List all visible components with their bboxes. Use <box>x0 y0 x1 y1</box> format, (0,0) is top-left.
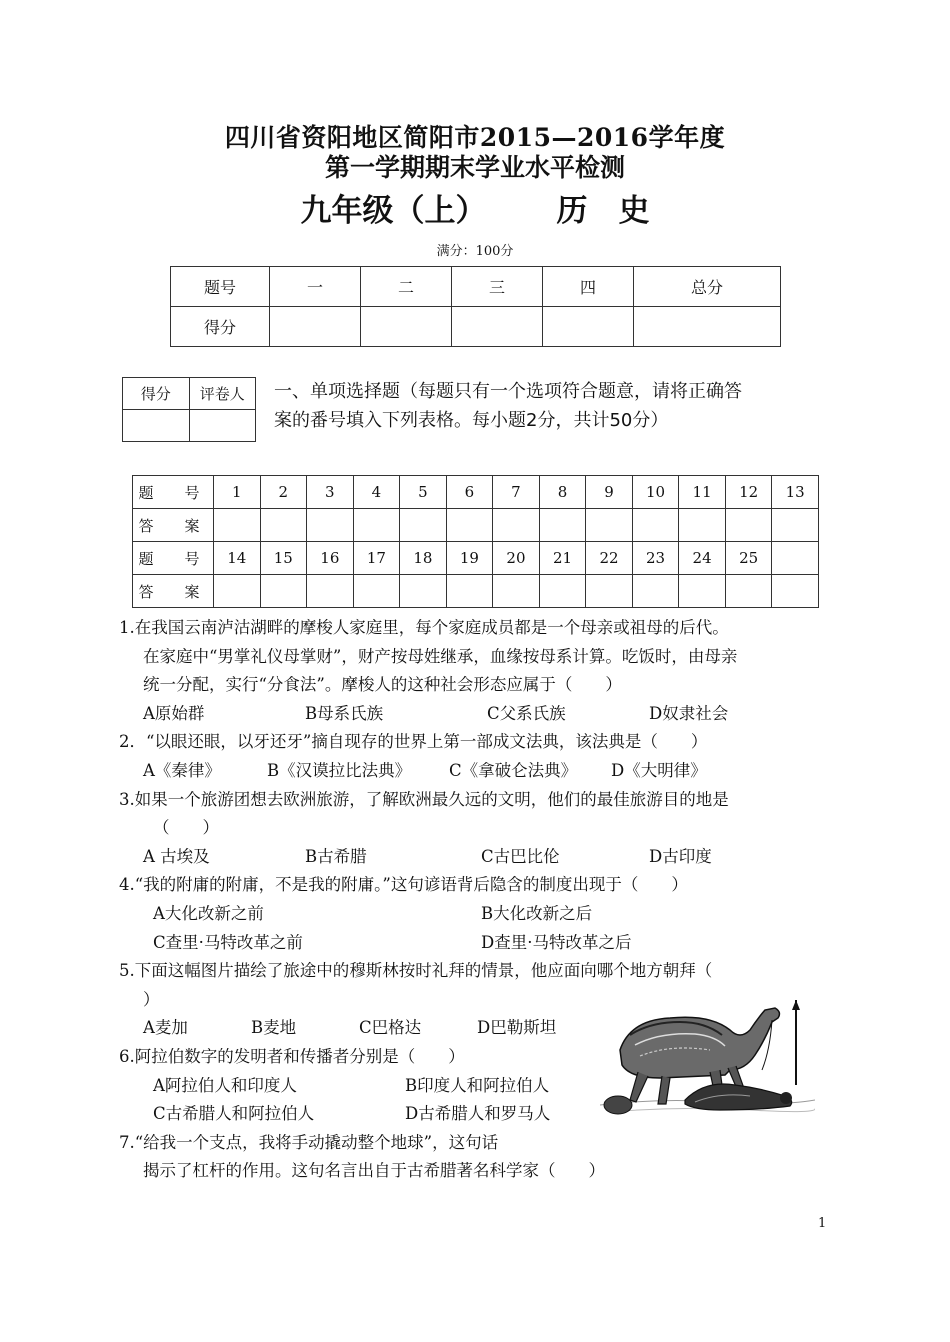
question-number: 4 <box>353 476 400 509</box>
q5-option[interactable]: C巴格达 <box>359 1018 422 1038</box>
q4-option[interactable]: A大化改新之前 <box>153 903 264 923</box>
answer-cell[interactable] <box>400 509 447 542</box>
q3-options <box>119 843 839 872</box>
answer-cell[interactable] <box>679 575 726 608</box>
answer-label: 答 案 <box>133 575 214 608</box>
answer-label: 答 案 <box>133 509 214 542</box>
answer-cell[interactable] <box>400 575 447 608</box>
answer-cell[interactable] <box>679 509 726 542</box>
question-number: 22 <box>586 542 633 575</box>
question-number: 23 <box>632 542 679 575</box>
section-heading-line2: 案的番号填入下列表格。每小题2分，共计50分） <box>274 409 669 431</box>
answer-cell[interactable] <box>307 575 354 608</box>
q1-option[interactable]: A原始群 <box>143 703 205 723</box>
question-number: 16 <box>307 542 354 575</box>
answer-cell[interactable] <box>493 575 540 608</box>
q1-line: 在家庭中“男掌礼仪母掌财”，财产按母姓继承，血缘按母系计算。吃饭时，由母亲 <box>143 646 738 666</box>
score-input-cell[interactable] <box>270 307 361 347</box>
answer-cell[interactable] <box>446 575 493 608</box>
score-input-cell[interactable] <box>361 307 452 347</box>
answer-cell[interactable] <box>353 575 400 608</box>
q6-option[interactable]: A阿拉伯人和印度人 <box>153 1075 297 1095</box>
q4-option[interactable]: C查里·马特改革之前 <box>153 932 303 952</box>
q6-option[interactable]: C古希腊人和阿拉伯人 <box>153 1104 315 1124</box>
question-number: 24 <box>679 542 726 575</box>
score-input-cell[interactable] <box>452 307 543 347</box>
q1-line: 1.在我国云南泸沽湖畔的摩梭人家庭里，每个家庭成员都是一个母亲或祖母的后代。 <box>119 618 729 637</box>
q5-option[interactable]: B麦地 <box>251 1018 297 1038</box>
q4-option[interactable]: B大化改新之后 <box>481 903 593 923</box>
q4-option[interactable]: D查里·马特改革之后 <box>481 932 632 952</box>
question-number-label: 题 号 <box>133 542 214 575</box>
answer-cell[interactable] <box>725 575 772 608</box>
grader-name-label: 评卷人 <box>189 378 256 410</box>
answer-cell[interactable] <box>260 575 307 608</box>
q4-options <box>119 929 839 958</box>
question-number: 25 <box>725 542 772 575</box>
answer-table <box>132 475 819 608</box>
question-number: 13 <box>772 476 819 509</box>
question-number: 21 <box>539 542 586 575</box>
page-number: 1 <box>818 1216 827 1231</box>
answer-cell[interactable] <box>307 509 354 542</box>
answer-number-row <box>133 542 819 575</box>
score-table-score-row <box>171 307 781 347</box>
question-number: 14 <box>214 542 261 575</box>
q5-option[interactable]: D巴勒斯坦 <box>477 1018 557 1038</box>
score-table <box>170 266 781 347</box>
question-number: 17 <box>353 542 400 575</box>
exam-title-line1: 四川省资阳地区简阳市2015—2016学年度 <box>224 123 726 152</box>
camel-prayer-illustration <box>600 1000 815 1125</box>
score-table-header-row <box>171 267 781 307</box>
q6-line: 6.阿拉伯数字的发明者和传播者分别是（ ） <box>119 1046 465 1066</box>
answer-cell[interactable] <box>632 575 679 608</box>
score-cell: 题号 <box>171 267 270 307</box>
score-cell: 二 <box>361 267 452 307</box>
score-input-cell[interactable] <box>543 307 634 347</box>
q2-options <box>119 757 839 786</box>
subject-label: 历 史 <box>556 193 650 229</box>
exam-title-line2: 第一学期期末学业水平检测 <box>324 153 625 182</box>
q4-options <box>119 900 839 929</box>
answer-input-row <box>133 575 819 608</box>
q5-line: ） <box>143 989 160 1009</box>
score-cell: 总分 <box>634 267 781 307</box>
question-number: 6 <box>446 476 493 509</box>
answer-cell[interactable] <box>353 509 400 542</box>
grader-score-cell[interactable] <box>123 410 190 442</box>
question-number-label: 题 号 <box>133 476 214 509</box>
q1-option[interactable]: B母系氏族 <box>305 703 384 723</box>
question-number: 1 <box>214 476 261 509</box>
q2-line: 2．“以眼还眼，以牙还牙”摘自现存的世界上第一部成文法典，该法典是（ ） <box>119 732 708 752</box>
answer-cell[interactable] <box>586 509 633 542</box>
question-number: 3 <box>307 476 354 509</box>
question-number: 18 <box>400 542 447 575</box>
answer-cell[interactable] <box>725 509 772 542</box>
question-number: 9 <box>586 476 633 509</box>
q2-option[interactable]: C《拿破仑法典》 <box>449 760 578 780</box>
question-number: 19 <box>446 542 493 575</box>
question-number: 11 <box>679 476 726 509</box>
q2-option[interactable]: A《秦律》 <box>143 760 221 780</box>
score-row-label: 得分 <box>171 307 270 347</box>
answer-cell[interactable] <box>632 509 679 542</box>
answer-cell[interactable] <box>539 509 586 542</box>
score-input-cell[interactable] <box>634 307 781 347</box>
q1-option[interactable]: C父系氏族 <box>487 703 566 723</box>
q1-line: 统一分配，实行“分食法”。摩梭人的这种社会形态应属于（ ） <box>143 675 622 695</box>
score-cell: 四 <box>543 267 634 307</box>
answer-cell[interactable] <box>772 509 819 542</box>
question-number: 2 <box>260 476 307 509</box>
question-number: 7 <box>493 476 540 509</box>
score-cell: 一 <box>270 267 361 307</box>
q1-option[interactable]: D奴隶社会 <box>649 703 729 723</box>
answer-cell[interactable] <box>446 509 493 542</box>
q5-line: 5.下面这幅图片描绘了旅途中的穆斯林按时礼拜的情景，他应面向哪个地方朝拜（ <box>119 961 713 981</box>
answer-cell[interactable] <box>214 509 261 542</box>
grade-label: 九年级（上） <box>300 193 487 229</box>
q4-line: 4.“我的附庸的附庸，不是我的附庸。”这句谚语背后隐含的制度出现于（ ） <box>119 875 688 895</box>
section-heading <box>274 376 834 433</box>
answer-cell[interactable] <box>214 575 261 608</box>
q1-options <box>119 700 839 729</box>
q2-option[interactable]: D《大明律》 <box>611 760 707 780</box>
answer-cell[interactable] <box>586 575 633 608</box>
full-score: 满分：100分 <box>436 244 514 259</box>
question-number: 8 <box>539 476 586 509</box>
q6-option[interactable]: D古希腊人和罗马人 <box>405 1104 551 1124</box>
q2-option[interactable]: B《汉谟拉比法典》 <box>267 760 412 780</box>
q3-option[interactable]: A 古埃及 <box>143 846 210 866</box>
score-cell: 三 <box>452 267 543 307</box>
question-number <box>772 542 819 575</box>
answer-cell[interactable] <box>539 575 586 608</box>
answer-cell[interactable] <box>493 509 540 542</box>
q3-option[interactable]: B古希腊 <box>305 846 367 866</box>
question-number: 10 <box>632 476 679 509</box>
question-number: 20 <box>493 542 540 575</box>
answer-input-row <box>133 509 819 542</box>
q3-option[interactable]: D古印度 <box>649 846 712 866</box>
q6-option[interactable]: B印度人和阿拉伯人 <box>405 1075 550 1095</box>
q3-option[interactable]: C古巴比伦 <box>481 846 560 866</box>
question-number: 15 <box>260 542 307 575</box>
answer-cell[interactable] <box>772 575 819 608</box>
grader-table <box>122 377 256 442</box>
answer-number-row <box>133 476 819 509</box>
q3-line: 3.如果一个旅游团想去欧洲旅游，了解欧洲最久远的文明，他们的最佳旅游目的地是 <box>119 789 729 809</box>
q3-line: （ ） <box>153 818 219 838</box>
question-number: 12 <box>725 476 772 509</box>
q5-option[interactable]: A麦加 <box>143 1018 188 1038</box>
grader-name-cell[interactable] <box>189 410 256 442</box>
grader-score-label: 得分 <box>123 378 190 410</box>
q7-line: 7.“给我一个支点，我将手动撬动整个地球”，这句话 <box>119 1132 499 1152</box>
exam-grade-subject <box>0 185 950 230</box>
section-heading-line1: 一、单项选择题（每题只有一个选项符合题意，请将正确答 <box>274 381 742 402</box>
answer-cell[interactable] <box>260 509 307 542</box>
q7-line: 揭示了杠杆的作用。这句名言出自于古希腊著名科学家（ ） <box>143 1161 605 1181</box>
question-number: 5 <box>400 476 447 509</box>
